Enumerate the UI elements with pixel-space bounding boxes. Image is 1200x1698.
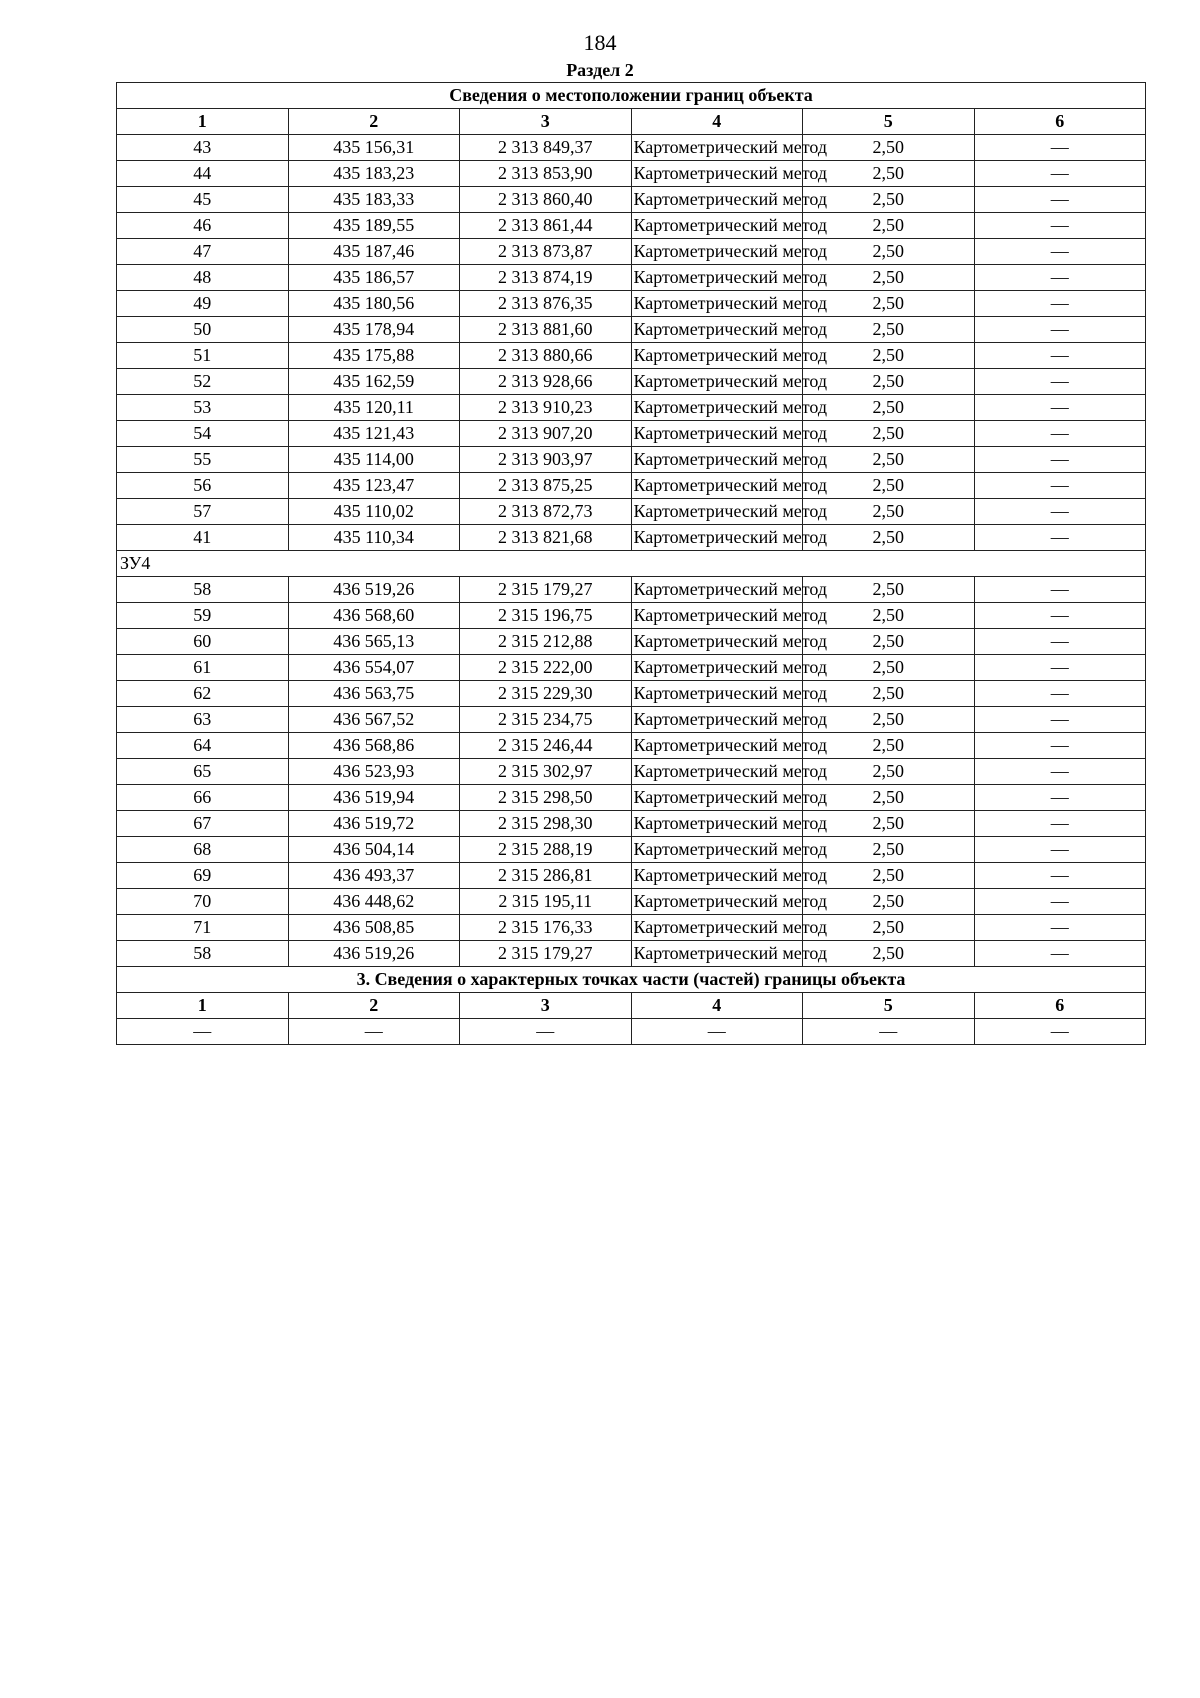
table-cell-col-2: 435 180,56	[288, 291, 460, 317]
table-cell-col-2: 435 114,00	[288, 447, 460, 473]
table-cell-col-5: 2,50	[803, 421, 975, 447]
table-cell-col-2: 436 568,86	[288, 733, 460, 759]
table-cell-col-4: Картометрический метод	[631, 317, 803, 343]
part-section-caption	[117, 967, 1146, 993]
table-cell-col-3: 2 313 881,60	[460, 317, 632, 343]
table-cell-col-5: 2,50	[803, 135, 975, 161]
table-cell-col-4: Картометрический метод	[631, 759, 803, 785]
table-cell-col-2: 436 448,62	[288, 889, 460, 915]
table-cell-col-5: 2,50	[803, 837, 975, 863]
table-cell-col-2: 435 162,59	[288, 369, 460, 395]
table-cell-col-2: —	[288, 1019, 460, 1045]
table-cell-col-5: —	[803, 1019, 975, 1045]
table-cell-col-4: Картометрический метод	[631, 577, 803, 603]
table-cell-col-5: 2,50	[803, 759, 975, 785]
table-cell-col-5: 2,50	[803, 577, 975, 603]
table-cell-col-2: 435 120,11	[288, 395, 460, 421]
table-cell-col-6: 6	[974, 993, 1146, 1019]
table-cell-col-5: 2,50	[803, 239, 975, 265]
table-cell-col-5: 2,50	[803, 681, 975, 707]
table-cell-col-5: 2,50	[803, 889, 975, 915]
table-cell-col-2: 435 187,46	[288, 239, 460, 265]
table-cell-col-6: —	[974, 369, 1146, 395]
table-row	[117, 135, 1146, 161]
table-row	[117, 889, 1146, 915]
table-cell-col-1: 1	[117, 993, 289, 1019]
table-cell-col-6: —	[974, 707, 1146, 733]
table-cell-col-2: 435 110,34	[288, 525, 460, 551]
table-cell-col-5: 2,50	[803, 265, 975, 291]
table-cell-col-2: 435 186,57	[288, 265, 460, 291]
table-cell-col-1: 63	[117, 707, 289, 733]
table-cell-col-1: 46	[117, 213, 289, 239]
table-cell-col-3: 2 313 875,25	[460, 473, 632, 499]
table-cell-col-4: Картометрический метод	[631, 135, 803, 161]
table-cell-col-1: 53	[117, 395, 289, 421]
table-row	[117, 161, 1146, 187]
table-cell-col-4: —	[631, 1019, 803, 1045]
table-cell-col-6: —	[974, 499, 1146, 525]
table-cell-col-2: 2	[288, 993, 460, 1019]
table-cell-col-4: Картометрический метод	[631, 785, 803, 811]
table-cell-col-4: Картометрический метод	[631, 863, 803, 889]
group-label-row	[117, 551, 1146, 577]
table-cell-col-5: 2,50	[803, 811, 975, 837]
table-cell-col-4: Картометрический метод	[631, 681, 803, 707]
table-cell-col-4: Картометрический метод	[631, 629, 803, 655]
table-cell-col-4: Картометрический метод	[631, 473, 803, 499]
table-cell-col-3: 3	[460, 109, 632, 135]
table-row	[117, 681, 1146, 707]
table-cell-col-3: 2 315 179,27	[460, 941, 632, 967]
table-cell-col-4: 4	[631, 109, 803, 135]
part-section-caption-cell: 3. Сведения о характерных точках части (частей) границы объекта	[117, 967, 1146, 993]
table-cell-col-1: 64	[117, 733, 289, 759]
table-cell-col-6: —	[974, 889, 1146, 915]
table-cell-col-4: Картометрический метод	[631, 889, 803, 915]
table-cell-col-3: 2 313 860,40	[460, 187, 632, 213]
table-cell-col-2: 436 563,75	[288, 681, 460, 707]
table-cell-col-3: 2 313 861,44	[460, 213, 632, 239]
table-row	[117, 421, 1146, 447]
column-number-row	[117, 109, 1146, 135]
table-cell-col-3: 2 315 212,88	[460, 629, 632, 655]
table-cell-col-3: 2 315 195,11	[460, 889, 632, 915]
table-row	[117, 291, 1146, 317]
table-cell-col-1: 71	[117, 915, 289, 941]
table-cell-col-6: —	[974, 1019, 1146, 1045]
table-row	[117, 629, 1146, 655]
table-caption-cell: Сведения о местоположении границ объекта	[117, 83, 1146, 109]
group-label-row-cell: ЗУ4	[117, 551, 1146, 577]
table-cell-col-4: Картометрический метод	[631, 421, 803, 447]
table-cell-col-6: —	[974, 317, 1146, 343]
table-cell-col-6: —	[974, 525, 1146, 551]
table-cell-col-4: 4	[631, 993, 803, 1019]
table-cell-col-4: Картометрический метод	[631, 239, 803, 265]
table-row	[117, 707, 1146, 733]
table-cell-col-3: 2 313 910,23	[460, 395, 632, 421]
table-cell-col-1: 1	[117, 109, 289, 135]
table-cell-col-4: Картометрический метод	[631, 655, 803, 681]
table-cell-col-2: 435 189,55	[288, 213, 460, 239]
table-cell-col-2: 436 519,72	[288, 811, 460, 837]
table-cell-col-5: 2,50	[803, 213, 975, 239]
table-cell-col-3: 2 315 286,81	[460, 863, 632, 889]
table-cell-col-5: 2,50	[803, 317, 975, 343]
table-cell-col-1: 70	[117, 889, 289, 915]
table-cell-col-5: 2,50	[803, 629, 975, 655]
table-cell-col-6: —	[974, 837, 1146, 863]
table-cell-col-1: 55	[117, 447, 289, 473]
table-cell-col-1: 52	[117, 369, 289, 395]
table-row	[117, 317, 1146, 343]
table-cell-col-4: Картометрический метод	[631, 265, 803, 291]
table-row	[117, 343, 1146, 369]
table-cell-col-2: 435 123,47	[288, 473, 460, 499]
table-cell-col-3: 3	[460, 993, 632, 1019]
table-cell-col-2: 436 504,14	[288, 837, 460, 863]
part-column-number-row	[117, 993, 1146, 1019]
table-cell-col-1: 51	[117, 343, 289, 369]
table-cell-col-6: —	[974, 473, 1146, 499]
table-cell-col-6: 6	[974, 109, 1146, 135]
table-cell-col-6: —	[974, 421, 1146, 447]
table-cell-col-1: —	[117, 1019, 289, 1045]
table-cell-col-3: 2 315 298,30	[460, 811, 632, 837]
table-cell-col-2: 436 523,93	[288, 759, 460, 785]
table-cell-col-6: —	[974, 733, 1146, 759]
table-cell-col-3: 2 315 176,33	[460, 915, 632, 941]
table-cell-col-1: 44	[117, 161, 289, 187]
table-cell-col-1: 43	[117, 135, 289, 161]
table-row	[117, 655, 1146, 681]
table-cell-col-2: 435 178,94	[288, 317, 460, 343]
table-cell-col-6: —	[974, 395, 1146, 421]
table-cell-col-2: 2	[288, 109, 460, 135]
table-cell-col-2: 436 554,07	[288, 655, 460, 681]
table-row	[117, 785, 1146, 811]
table-cell-col-2: 436 508,85	[288, 915, 460, 941]
table-cell-col-5: 2,50	[803, 941, 975, 967]
table-cell-col-4: Картометрический метод	[631, 733, 803, 759]
table-cell-col-6: —	[974, 655, 1146, 681]
table-row	[117, 811, 1146, 837]
table-cell-col-2: 435 110,02	[288, 499, 460, 525]
table-cell-col-1: 58	[117, 577, 289, 603]
table-cell-col-3: 2 315 229,30	[460, 681, 632, 707]
table-cell-col-5: 2,50	[803, 161, 975, 187]
table-row	[117, 239, 1146, 265]
table-cell-col-3: —	[460, 1019, 632, 1045]
table-row	[117, 733, 1146, 759]
table-cell-col-6: —	[974, 239, 1146, 265]
table-cell-col-1: 41	[117, 525, 289, 551]
table-cell-col-2: 436 493,37	[288, 863, 460, 889]
table-row	[117, 941, 1146, 967]
table-row	[117, 395, 1146, 421]
table-cell-col-2: 435 156,31	[288, 135, 460, 161]
table-cell-col-1: 50	[117, 317, 289, 343]
table-cell-col-2: 435 121,43	[288, 421, 460, 447]
table-cell-col-4: Картометрический метод	[631, 707, 803, 733]
table-cell-col-4: Картометрический метод	[631, 941, 803, 967]
table-cell-col-1: 61	[117, 655, 289, 681]
table-cell-col-1: 66	[117, 785, 289, 811]
table-row	[117, 577, 1146, 603]
table-cell-col-3: 2 315 246,44	[460, 733, 632, 759]
table-cell-col-3: 2 313 907,20	[460, 421, 632, 447]
table-cell-col-4: Картометрический метод	[631, 603, 803, 629]
table-cell-col-6: —	[974, 863, 1146, 889]
table-cell-col-1: 65	[117, 759, 289, 785]
table-row	[117, 915, 1146, 941]
table-cell-col-4: Картометрический метод	[631, 343, 803, 369]
table-cell-col-4: Картометрический метод	[631, 499, 803, 525]
table-cell-col-2: 436 519,26	[288, 941, 460, 967]
table-row	[117, 369, 1146, 395]
table-cell-col-4: Картометрический метод	[631, 161, 803, 187]
table-cell-col-5: 2,50	[803, 525, 975, 551]
table-row	[117, 863, 1146, 889]
table-cell-col-1: 69	[117, 863, 289, 889]
table-row	[117, 837, 1146, 863]
table-row	[117, 473, 1146, 499]
table-row	[117, 447, 1146, 473]
table-cell-col-4: Картометрический метод	[631, 915, 803, 941]
table-cell-col-6: —	[974, 291, 1146, 317]
table-cell-col-6: —	[974, 915, 1146, 941]
table-cell-col-6: —	[974, 629, 1146, 655]
table-cell-col-5: 2,50	[803, 915, 975, 941]
table-cell-col-3: 2 313 874,19	[460, 265, 632, 291]
table-cell-col-5: 2,50	[803, 655, 975, 681]
table-cell-col-4: Картометрический метод	[631, 187, 803, 213]
boundary-coordinates-table	[116, 82, 1146, 1045]
table-cell-col-6: —	[974, 187, 1146, 213]
table-cell-col-3: 2 313 821,68	[460, 525, 632, 551]
table-cell-col-1: 60	[117, 629, 289, 655]
table-cell-col-5: 2,50	[803, 187, 975, 213]
page-number: 184	[583, 30, 617, 55]
table-cell-col-5: 2,50	[803, 733, 975, 759]
table-cell-col-6: —	[974, 577, 1146, 603]
table-cell-col-2: 436 519,94	[288, 785, 460, 811]
table-cell-col-4: Картометрический метод	[631, 213, 803, 239]
section-title: Раздел 2	[566, 60, 634, 80]
table-cell-col-6: —	[974, 603, 1146, 629]
part-table-row	[117, 1019, 1146, 1045]
table-cell-col-5: 2,50	[803, 291, 975, 317]
table-cell-col-1: 68	[117, 837, 289, 863]
table-body	[117, 83, 1146, 1045]
table-row	[117, 265, 1146, 291]
table-cell-col-2: 435 175,88	[288, 343, 460, 369]
table-cell-col-2: 436 567,52	[288, 707, 460, 733]
table-cell-col-3: 2 315 302,97	[460, 759, 632, 785]
table-cell-col-5: 2,50	[803, 603, 975, 629]
table-cell-col-1: 58	[117, 941, 289, 967]
table-cell-col-3: 2 313 873,87	[460, 239, 632, 265]
table-row	[117, 213, 1146, 239]
table-cell-col-6: —	[974, 681, 1146, 707]
table-cell-col-2: 435 183,23	[288, 161, 460, 187]
table-cell-col-4: Картометрический метод	[631, 291, 803, 317]
table-cell-col-5: 2,50	[803, 473, 975, 499]
table-row	[117, 499, 1146, 525]
table-cell-col-5: 2,50	[803, 369, 975, 395]
table-cell-col-1: 59	[117, 603, 289, 629]
table-cell-col-2: 435 183,33	[288, 187, 460, 213]
table-cell-col-3: 2 313 849,37	[460, 135, 632, 161]
table-cell-col-5: 2,50	[803, 447, 975, 473]
table-cell-col-6: —	[974, 135, 1146, 161]
table-row	[117, 525, 1146, 551]
table-cell-col-6: —	[974, 941, 1146, 967]
table-cell-col-2: 436 565,13	[288, 629, 460, 655]
table-cell-col-3: 2 315 234,75	[460, 707, 632, 733]
table-cell-col-6: —	[974, 161, 1146, 187]
table-cell-col-6: —	[974, 213, 1146, 239]
table-cell-col-1: 45	[117, 187, 289, 213]
table-row	[117, 603, 1146, 629]
table-cell-col-5: 2,50	[803, 395, 975, 421]
table-cell-col-3: 2 315 288,19	[460, 837, 632, 863]
table-cell-col-5: 2,50	[803, 343, 975, 369]
table-cell-col-6: —	[974, 265, 1146, 291]
table-cell-col-4: Картометрический метод	[631, 447, 803, 473]
table-cell-col-6: —	[974, 759, 1146, 785]
table-cell-col-5: 2,50	[803, 785, 975, 811]
table-cell-col-1: 54	[117, 421, 289, 447]
table-cell-col-2: 436 568,60	[288, 603, 460, 629]
table-cell-col-6: —	[974, 447, 1146, 473]
table-cell-col-5: 5	[803, 109, 975, 135]
table-cell-col-4: Картометрический метод	[631, 369, 803, 395]
table-cell-col-4: Картометрический метод	[631, 395, 803, 421]
table-cell-col-1: 67	[117, 811, 289, 837]
table-row	[117, 187, 1146, 213]
table-cell-col-1: 57	[117, 499, 289, 525]
table-cell-col-6: —	[974, 811, 1146, 837]
table-cell-col-3: 2 315 298,50	[460, 785, 632, 811]
table-cell-col-5: 2,50	[803, 499, 975, 525]
table-cell-col-1: 49	[117, 291, 289, 317]
table-cell-col-3: 2 313 853,90	[460, 161, 632, 187]
table-cell-col-3: 2 313 880,66	[460, 343, 632, 369]
table-cell-col-3: 2 313 872,73	[460, 499, 632, 525]
table-cell-col-3: 2 313 928,66	[460, 369, 632, 395]
table-cell-col-4: Картометрический метод	[631, 811, 803, 837]
table-cell-col-1: 56	[117, 473, 289, 499]
table-caption	[117, 83, 1146, 109]
table-cell-col-5: 2,50	[803, 863, 975, 889]
table-cell-col-1: 62	[117, 681, 289, 707]
table-cell-col-4: Картометрический метод	[631, 837, 803, 863]
table-cell-col-1: 48	[117, 265, 289, 291]
table-row	[117, 759, 1146, 785]
table-cell-col-3: 2 315 222,00	[460, 655, 632, 681]
table-cell-col-5: 5	[803, 993, 975, 1019]
table-cell-col-4: Картометрический метод	[631, 525, 803, 551]
table-cell-col-3: 2 313 876,35	[460, 291, 632, 317]
table-cell-col-3: 2 315 196,75	[460, 603, 632, 629]
table-cell-col-3: 2 313 903,97	[460, 447, 632, 473]
table-cell-col-6: —	[974, 785, 1146, 811]
table-cell-col-2: 436 519,26	[288, 577, 460, 603]
table-cell-col-5: 2,50	[803, 707, 975, 733]
table-cell-col-1: 47	[117, 239, 289, 265]
table-cell-col-6: —	[974, 343, 1146, 369]
table-cell-col-3: 2 315 179,27	[460, 577, 632, 603]
